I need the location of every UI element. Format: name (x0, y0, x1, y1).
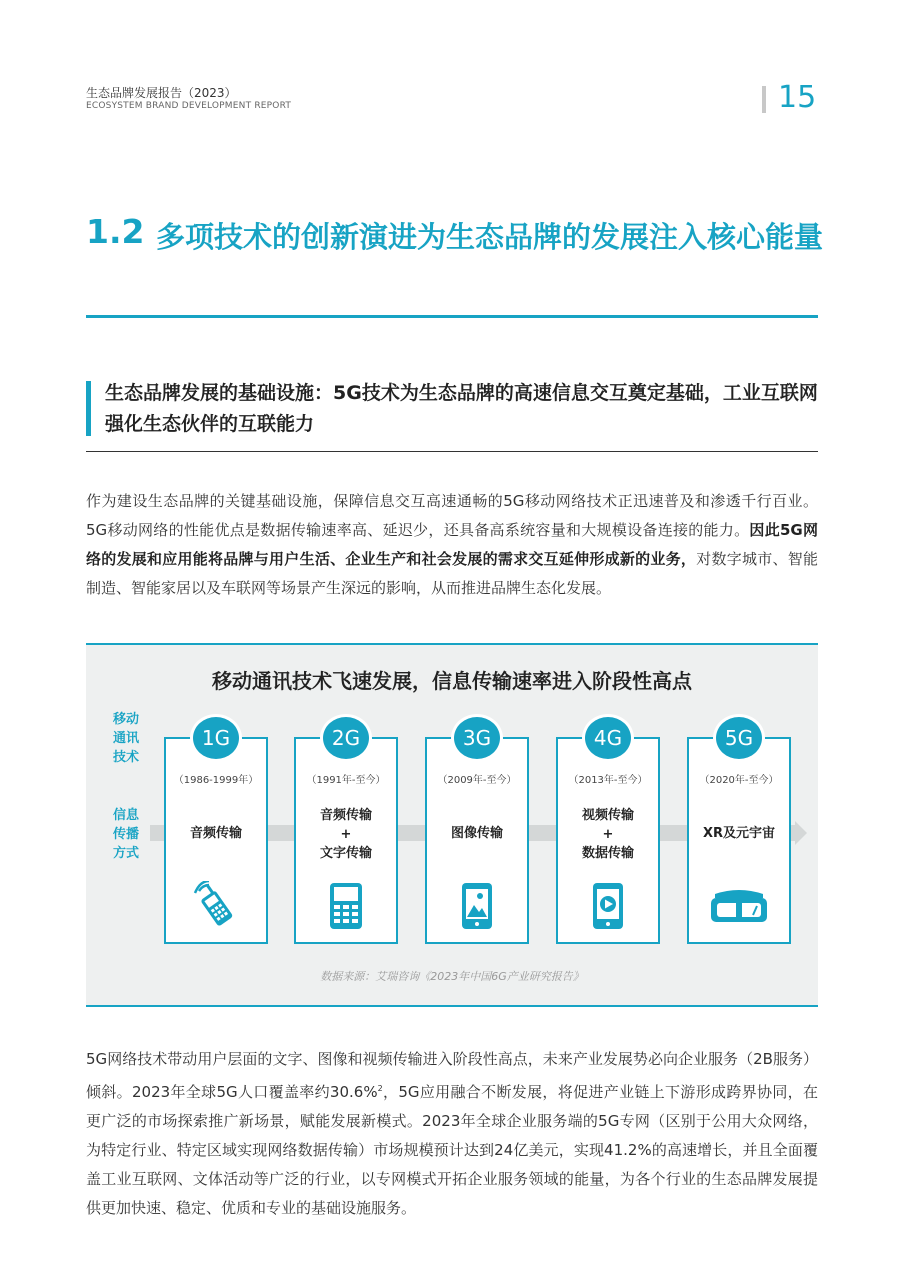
feature-phone-icon (164, 880, 268, 932)
smartphone-video-icon (556, 880, 660, 932)
transmission-mode-1g (164, 824, 268, 843)
report-title: 生态品牌发展报告（2023） (86, 86, 237, 100)
page-number-divider (762, 86, 766, 113)
paragraph-growth-text: 5G网络技术带动用户层面的文字、图像和视频传输进入阶段性高点，未来产业发展势必向企业服务（2B服务）倾斜。2023年全球5G人口覆盖率约30.6% (86, 1050, 818, 1101)
generation-badge-2g: 2G (320, 714, 372, 762)
mode-line: + (602, 827, 614, 842)
paragraph-intro-bold: 因此5G网络的发展和应用能将品牌与用户生活、企业生产和社会发展的需求交互延伸形成新的业务， (86, 521, 819, 568)
paragraph-intro-text-2: 对数字城市、智能制造、智能家居以及车联网等场景产生深远的影响，从而推进品牌生态化发展。 (86, 550, 818, 597)
mode-line: 文字传输 (319, 846, 372, 861)
transmission-mode-2g (294, 806, 398, 863)
transmission-mode-3g (425, 824, 529, 843)
subheading: 生态品牌发展的基础设施：5G技术为生态品牌的高速信息交互奠定基础，工业互联网强化生态伙伴的互联能力 (105, 382, 818, 435)
data-source: 数据来源：艾瑞咨询《2023年中国6G产业研究报告》 (320, 970, 584, 983)
report-subtitle: ECOSYSTEM BRAND DEVELOPMENT REPORT (86, 101, 292, 111)
mode-line: 音频传输 (319, 808, 372, 823)
generation-period-5g: （2020年-至今） (699, 775, 779, 786)
mode-line: 图像传输 (450, 826, 503, 841)
smartphone-image-icon (425, 880, 529, 932)
mode-line: 视频传输 (581, 808, 634, 823)
generation-period-1g: （1986-1999年） (173, 775, 259, 786)
generation-badge-5g: 5G (713, 714, 765, 762)
section-rule (86, 315, 818, 318)
generation-period-4g: （2013年-至今） (568, 775, 648, 786)
section-number: 1.2 (86, 212, 145, 251)
mode-line: XR及元宇宙 (702, 826, 776, 841)
row-label-trans: 信息传播方式 (112, 808, 139, 861)
timeline-arrow-head (795, 821, 807, 845)
infographic-title: 移动通讯技术飞速发展，信息传输速率进入阶段性高点 (212, 669, 692, 693)
mode-line: 数据传输 (581, 846, 634, 861)
paragraph-intro-text: 作为建设生态品牌的关键基础设施，保障信息交互高速通畅的5G移动网络技术正迅速普及和渗透千行百业。5G移动网络的性能优点是数据传输速率高、延迟少，还具备高系统容量和大规模设备连接的能力。 (86, 492, 818, 539)
transmission-mode-5g (687, 824, 791, 843)
vr-headset-icon (687, 880, 791, 932)
transmission-mode-4g (556, 806, 660, 863)
generation-period-2g: （1991年-至今） (306, 775, 386, 786)
paragraph-growth-text-2: ，5G应用融合不断发展，将促进产业链上下游形成跨界协同，在更广泛的市场探索推广新场景，赋能发展新模式。2023年全球企业服务端的5G专网（区别于公用大众网络，为特定行业、特定区域实现网络数据传输）市场规模预计达到24亿美元，实现41.2%的高速增长，并且全面覆盖工业互联网、文体活动等广泛的行业，以专网模式开拓企业服务领域的能量，为各个行业的生态品牌发展提供更加快速、稳定、优质和专业的基础设施服务。 (86, 1083, 818, 1217)
generation-period-3g: （2009年-至今） (437, 775, 517, 786)
paragraph-intro (86, 487, 818, 603)
mode-line: + (340, 827, 352, 842)
subheading-rule (86, 451, 818, 452)
page-number: 15 (778, 80, 817, 115)
generation-badge-3g: 3G (451, 714, 503, 762)
mode-line: 音频传输 (189, 826, 242, 841)
generation-badge-4g: 4G (582, 714, 634, 762)
section-title: 多项技术的创新演进为生态品牌的发展注入核心能量 (156, 220, 824, 254)
footnote-ref: 2 (377, 1084, 383, 1093)
subheading-accent-bar (86, 381, 91, 436)
keypad-phone-icon (294, 880, 398, 932)
paragraph-5g-growth (86, 1045, 818, 1223)
generation-badge-1g: 1G (190, 714, 242, 762)
row-label-tech: 移动通讯技术 (112, 712, 139, 765)
